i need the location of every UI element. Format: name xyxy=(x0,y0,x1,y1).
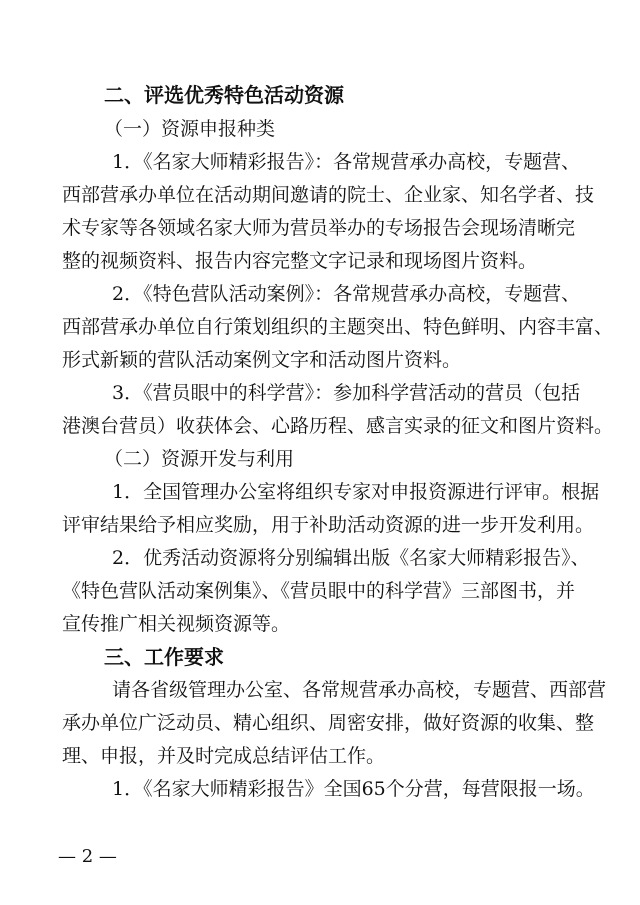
paragraph-line: 1．《名家大师精彩报告》：各常规营承办高校，专题营、 xyxy=(112,151,581,173)
paragraph-line: 术专家等各领域名家大师为营员举办的专场报告会现场清晰完 xyxy=(62,217,576,239)
paragraph-line: 港澳台营员）收获体会、心路历程、感言实录的征文和图片资料。 xyxy=(62,415,614,437)
paragraph-line: 请各省级管理办公室、各常规营承办高校，专题营、西部营 xyxy=(112,679,607,701)
paragraph-line: 1．《名家大师精彩报告》全国65个分营，每营限报一场。 xyxy=(112,778,595,800)
paragraph-line: 宣传推广相关视频资源等。 xyxy=(62,613,291,635)
paragraph-line: 评审结果给予相应奖励，用于补助活动资源的进一步开发利用。 xyxy=(62,514,595,536)
section-heading-3: 三、工作要求 xyxy=(104,645,224,669)
paragraph-line: 2．《特色营队活动案例》：各常规营承办高校，专题营、 xyxy=(112,283,581,305)
paragraph-line: 西部营承办单位自行策划组织的主题突出、特色鲜明、内容丰富、 xyxy=(62,316,614,338)
paragraph-line: 《特色营队活动案例集》、《营员眼中的科学营》三部图书，并 xyxy=(62,580,576,602)
paragraph-line: 承办单位广泛动员、精心组织、周密安排，做好资源的收集、整 xyxy=(62,712,595,734)
paragraph-line: 2．优秀活动资源将分别编辑出版《名家大师精彩报告》、 xyxy=(112,547,590,569)
subsection-heading-1: （一）资源申报种类 xyxy=(104,118,276,140)
subsection-heading-2: （二）资源开发与利用 xyxy=(104,448,295,470)
section-heading-2: 二、评选优秀特色活动资源 xyxy=(104,83,344,107)
paragraph-line: 整的视频资料、报告内容完整文字记录和现场图片资料。 xyxy=(62,250,538,272)
paragraph-line: 理、申报，并及时完成总结评估工作。 xyxy=(62,745,386,767)
page-number: — 2 — xyxy=(58,846,117,867)
paragraph-line: 3．《营员眼中的科学营》：参加科学营活动的营员（包括 xyxy=(112,382,581,404)
paragraph-line: 1．全国管理办公室将组织专家对申报资源进行评审。根据 xyxy=(112,481,600,503)
paragraph-line: 形式新颖的营队活动案例文字和活动图片资料。 xyxy=(62,349,462,371)
paragraph-line: 西部营承办单位在活动期间邀请的院士、企业家、知名学者、技 xyxy=(62,184,595,206)
